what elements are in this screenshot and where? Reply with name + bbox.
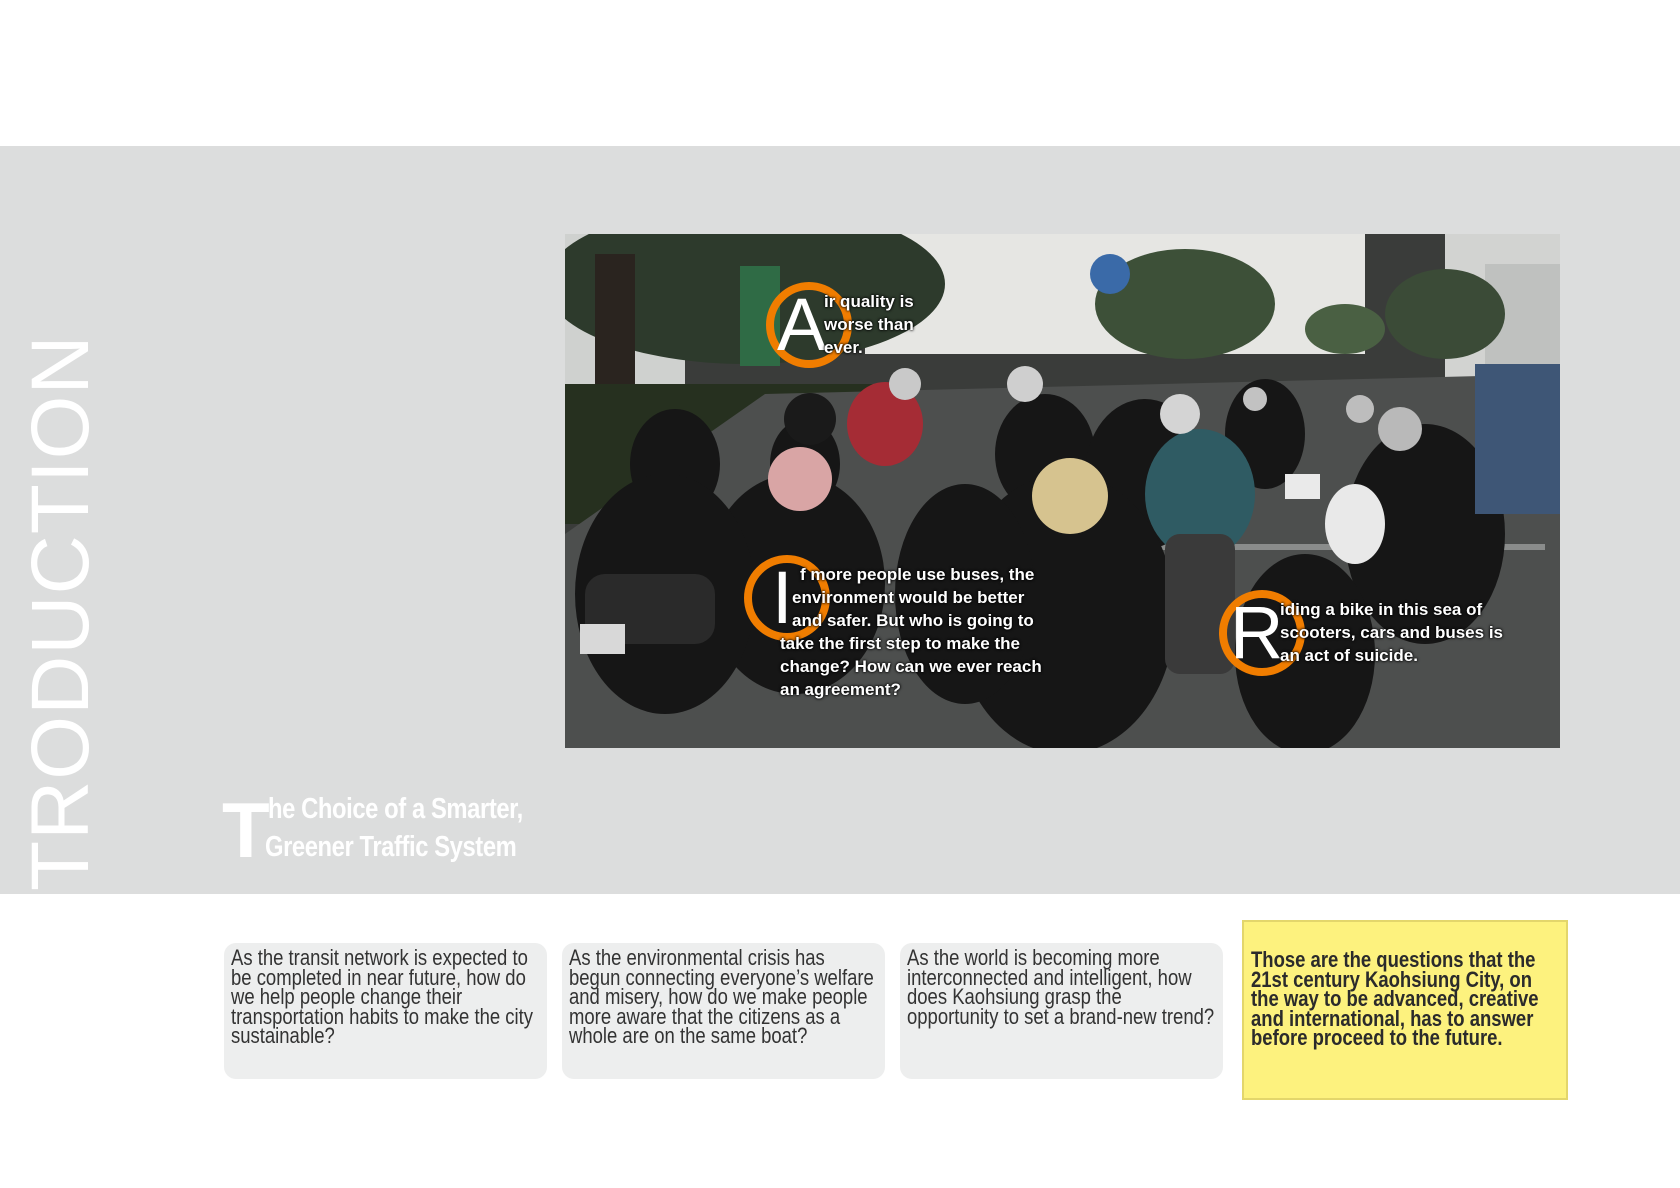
callout-initial-i: I [772, 556, 793, 639]
callout-line: f more people use buses, the [800, 565, 1035, 584]
callout-line: an act of suicide. [1280, 646, 1418, 665]
question-text: As the transit network is expected to be completed in near future, how do we help people change their transportation habits to make the city sustainable? [231, 945, 534, 1049]
question-box-world [900, 943, 1223, 1079]
traffic-photo-illustration [565, 234, 1560, 748]
subtitle-line-1: he Choice of a Smarter, [268, 793, 523, 825]
question-box-environment [562, 943, 885, 1079]
question-box-transit [224, 943, 547, 1079]
section-title-text: INTRODUCTION [15, 334, 106, 975]
callout-line: ir quality is [824, 292, 914, 311]
question-text: As the world is becoming more interconnected and intelligent, how does Kaohsiung grasp the opportunity to set a brand-new trend? [907, 945, 1215, 1029]
traffic-photo [565, 234, 1560, 748]
callout-initial-r: R [1230, 591, 1284, 674]
answer-highlight-box [1242, 920, 1568, 1100]
callout-line: change? How can we ever reach [780, 657, 1042, 676]
callout-initial-a: A [777, 283, 827, 366]
callout-line: ever. [824, 338, 863, 357]
answer-text: Those are the questions that the 21st century Kaohsiung City, on the way to be advanced, creative and international, has to answer before proceed to the future. [1251, 947, 1539, 1051]
callout-line: take the first step to make the [780, 634, 1020, 653]
callout-line: an agreement? [780, 680, 901, 699]
callout-line: iding a bike in this sea of [1280, 600, 1483, 619]
subtitle-line-2: Greener Traffic System [265, 831, 517, 863]
question-text: As the environmental crisis has begun connecting everyone’s welfare and misery, how do we make people more aware that the citizens as a whole are on the same boat? [569, 945, 874, 1049]
callout-line: scooters, cars and buses is [1280, 623, 1503, 642]
subtitle-initial: T [222, 786, 270, 874]
section-title [15, 334, 106, 975]
callout-line: environment would be better [792, 588, 1025, 607]
callout-line: worse than [824, 315, 914, 334]
callout-line: and safer. But who is going to [792, 611, 1034, 630]
